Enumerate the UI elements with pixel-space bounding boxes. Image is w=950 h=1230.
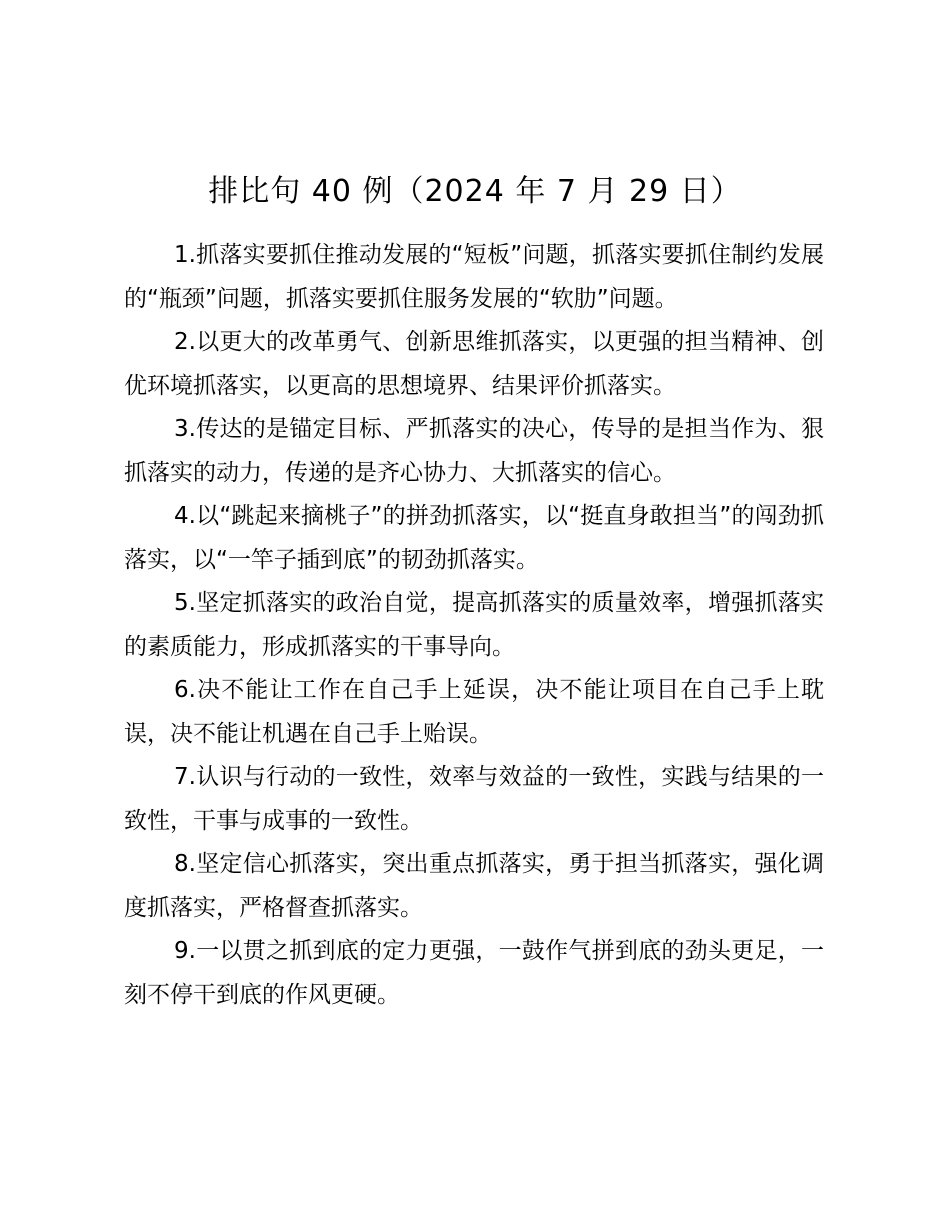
paragraph-7: 7.认识与行动的一致性，效率与效益的一致性，实践与结果的一致性，干事与成事的一致性。 [124,764,824,834]
paragraph-3: 3.传达的是锚定目标、严抓落实的决心，传导的是担当作为、狠抓落实的动力，传递的是齐心协力、大抓落实的信心。 [124,416,824,486]
paragraph-9: 9.一以贯之抓到底的定力更强，一鼓作气拼到底的劲头更足，一刻不停干到底的作风更硬。 [124,938,824,1008]
paragraph-2: 2.以更大的改革勇气、创新思维抓落实，以更强的担当精神、创优环境抓落实，以更高的思想境界、结果评价抓落实。 [124,329,824,399]
paragraph-6: 6.决不能让工作在自己手上延误，决不能让项目在自己手上耽误，决不能让机遇在自己手上贻误。 [124,677,824,747]
document-title: 排比句 40 例（2024 年 7 月 29 日） [208,174,742,209]
paragraph-5: 5.坚定抓落实的政治自觉，提高抓落实的质量效率，增强抓落实的素质能力，形成抓落实的干事导向。 [124,590,824,660]
paragraph-8: 8.坚定信心抓落实，突出重点抓落实，勇于担当抓落实，强化调度抓落实，严格督查抓落实。 [124,851,824,921]
document-body [124,234,824,1017]
paragraph-4: 4.以“跳起来摘桃子”的拼劲抓落实，以“挺直身敢担当”的闯劲抓落实，以“一竿子插到底”的韧劲抓落实。 [124,503,824,573]
paragraph-1: 1.抓落实要抓住推动发展的“短板”问题，抓落实要抓住制约发展的“瓶颈”问题，抓落实要抓住服务发展的“软肋”问题。 [124,242,824,312]
